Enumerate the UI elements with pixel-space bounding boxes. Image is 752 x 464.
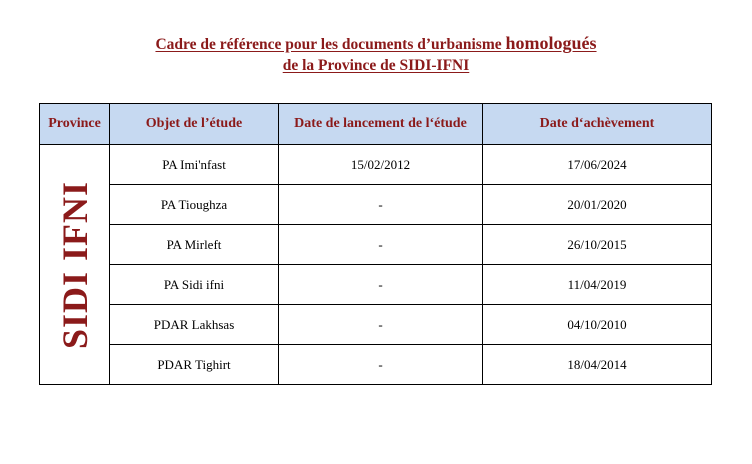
cell-achevement: 17/06/2024 — [483, 145, 712, 185]
title-text: Cadre de référence pour les documents d’urbanisme — [155, 36, 506, 53]
province-cell — [40, 145, 110, 385]
document-title — [0, 33, 752, 76]
title-line-2 — [0, 55, 752, 76]
table-row — [40, 305, 712, 345]
title-subtitle: de la Province de SIDI-IFNI — [282, 57, 470, 74]
cell-lancement: - — [279, 305, 483, 345]
table-row — [40, 345, 712, 385]
cell-objet: PA Imi'nfast — [110, 145, 279, 185]
cell-objet: PA Tioughza — [110, 185, 279, 225]
urbanism-documents-table — [39, 103, 712, 385]
cell-achevement: 18/04/2014 — [483, 345, 712, 385]
cell-lancement: 15/02/2012 — [279, 145, 483, 185]
header-objet: Objet de l’étude — [110, 104, 279, 145]
cell-lancement: - — [279, 265, 483, 305]
header-date-achevement: Date d‘achèvement — [483, 104, 712, 145]
table-row — [40, 185, 712, 225]
table-row — [40, 145, 712, 185]
cell-lancement: - — [279, 345, 483, 385]
cell-lancement: - — [279, 185, 483, 225]
cell-achevement: 20/01/2020 — [483, 185, 712, 225]
cell-achevement: 11/04/2019 — [483, 265, 712, 305]
cell-objet: PDAR Lakhsas — [110, 305, 279, 345]
header-province: Province — [40, 104, 110, 145]
header-date-lancement: Date de lancement de l‘étude — [279, 104, 483, 145]
title-emphasis: homologués — [505, 33, 597, 53]
cell-objet: PA Mirleft — [110, 225, 279, 265]
table-row — [40, 265, 712, 305]
cell-achevement: 26/10/2015 — [483, 225, 712, 265]
cell-objet: PDAR Tighirt — [110, 345, 279, 385]
table-header-row — [40, 104, 712, 145]
cell-objet: PA Sidi ifni — [110, 265, 279, 305]
cell-lancement: - — [279, 225, 483, 265]
title-line-1 — [0, 33, 752, 55]
cell-achevement: 04/10/2010 — [483, 305, 712, 345]
table-row — [40, 225, 712, 265]
province-name: SIDI IFNI — [54, 180, 95, 349]
